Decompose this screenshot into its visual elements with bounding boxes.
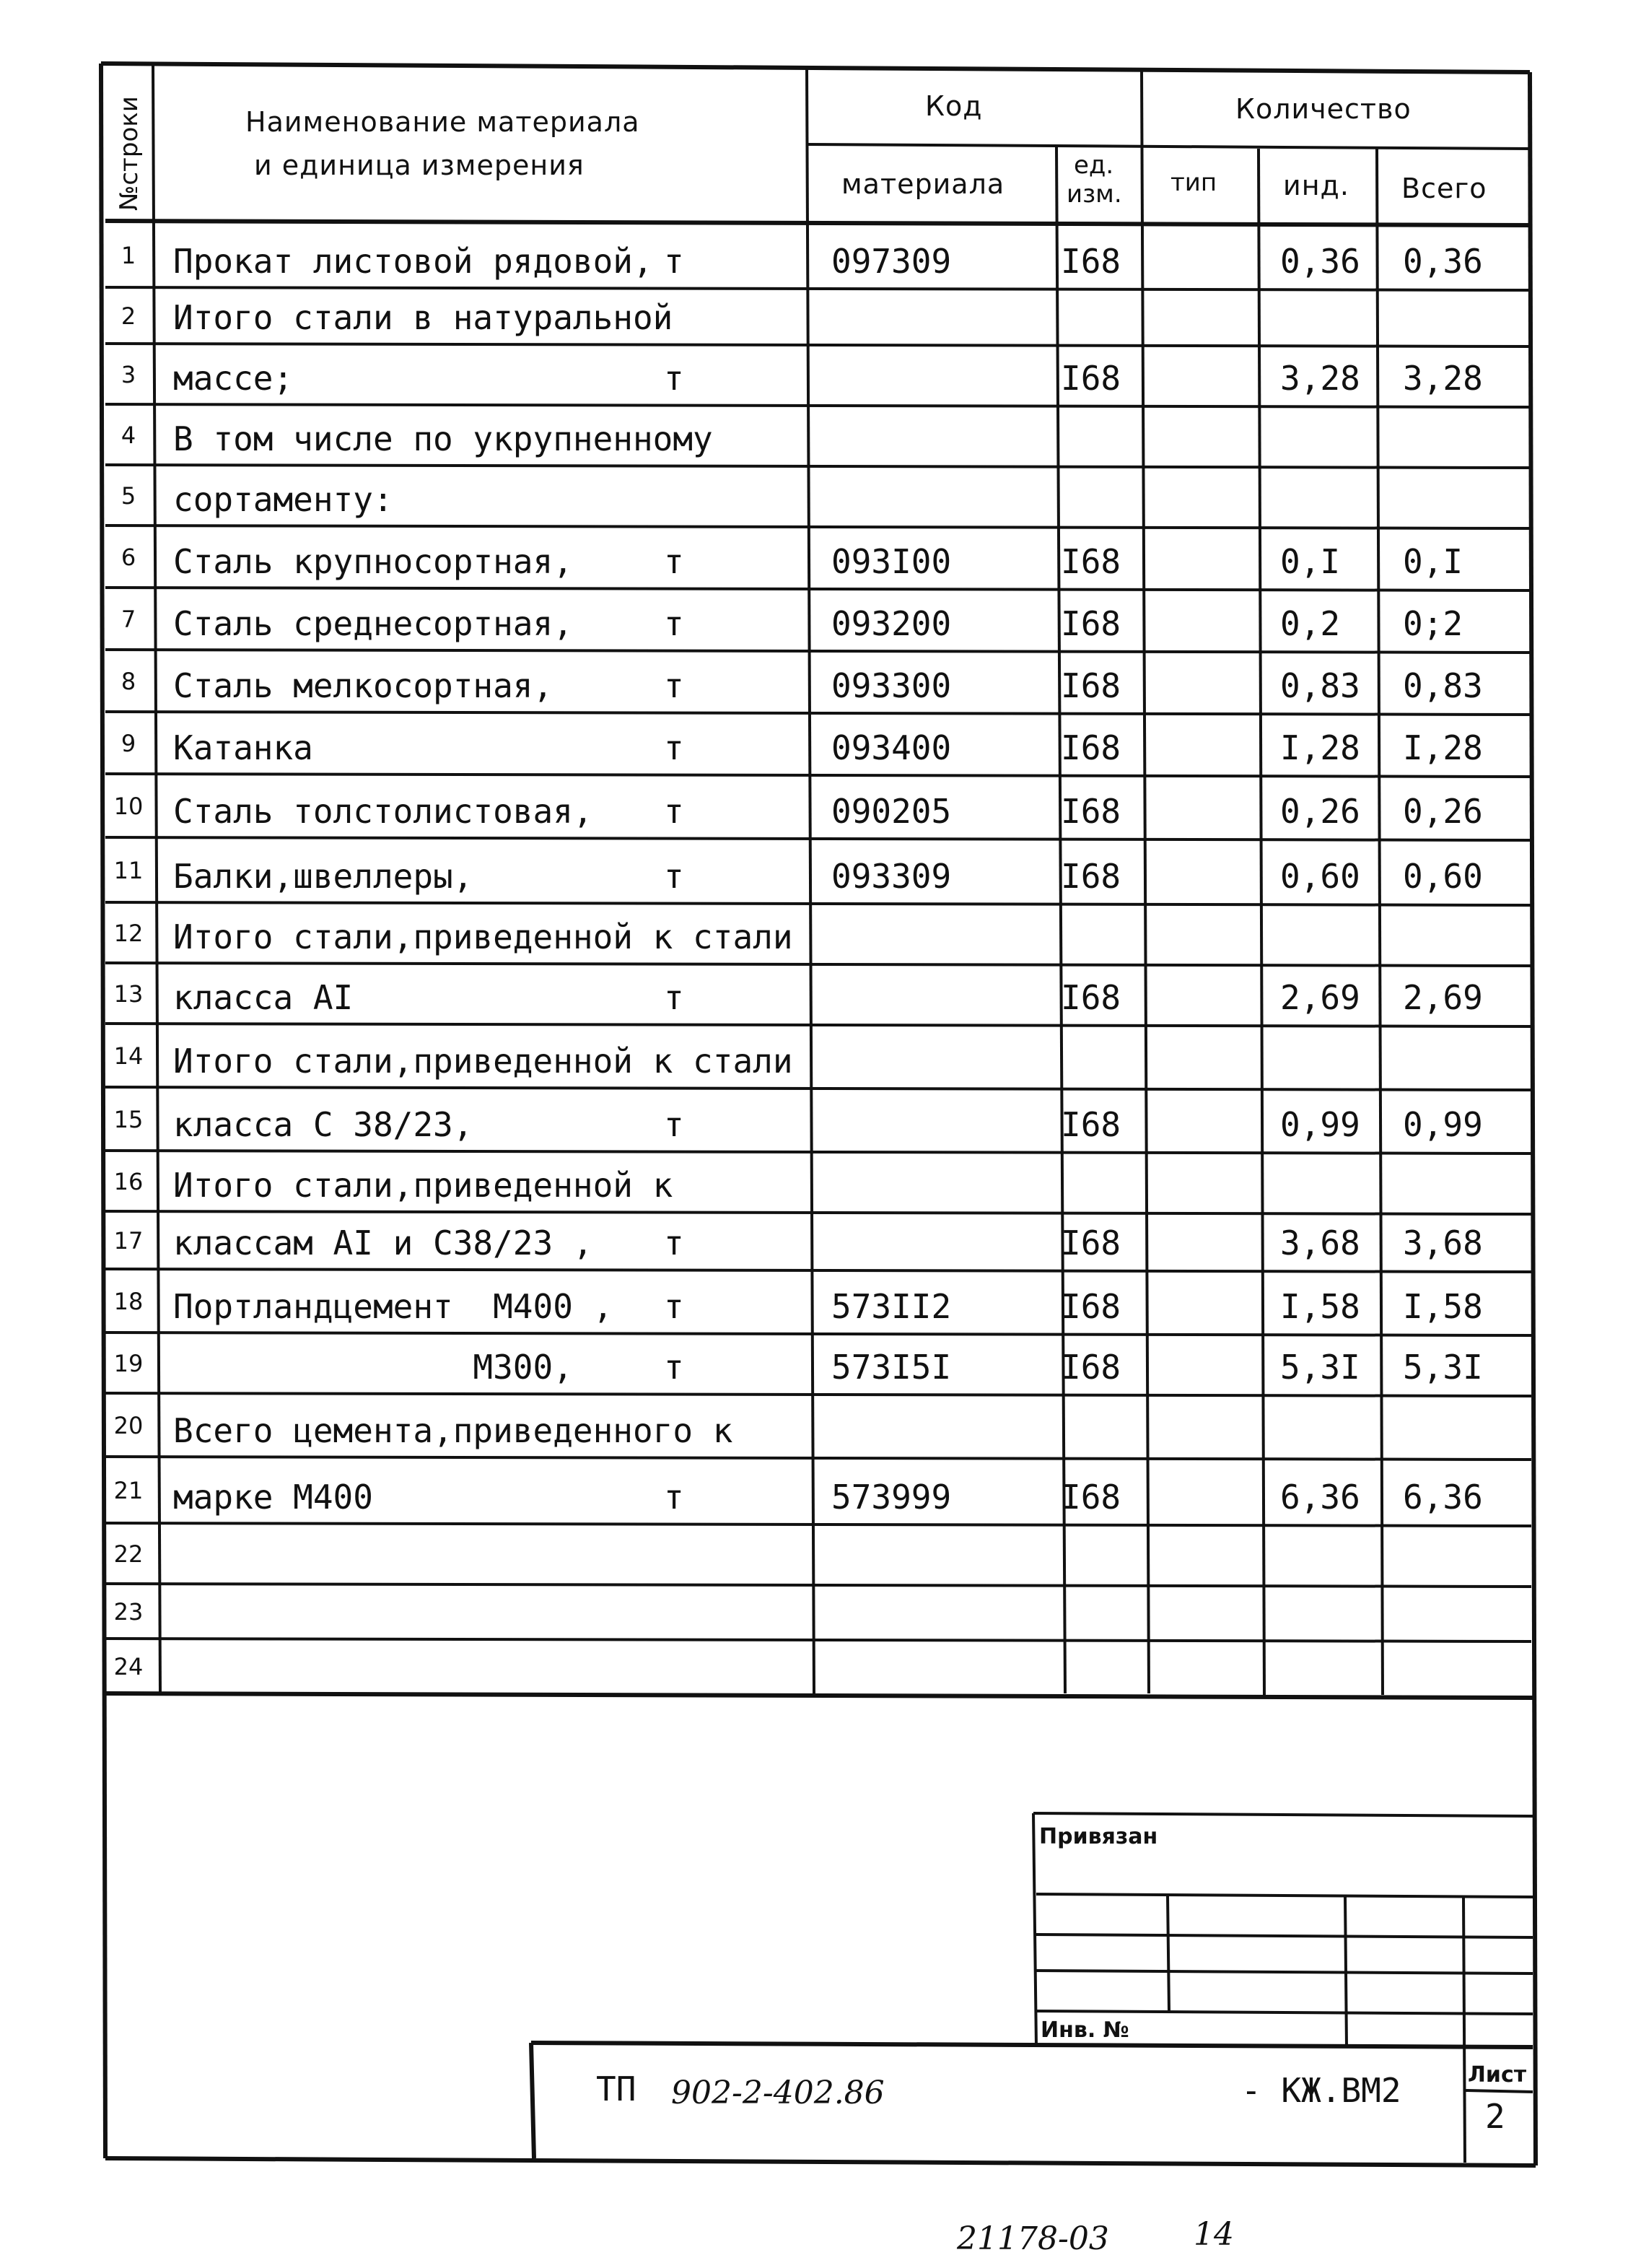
row-qty-ind: 2,69 — [1280, 978, 1360, 1017]
row-unit: т — [664, 857, 684, 896]
row-qty-ind: 0,99 — [1280, 1105, 1360, 1144]
row-number: 9 — [121, 730, 136, 757]
header-code-group: Код — [925, 90, 983, 122]
row-qty-total: I,28 — [1403, 728, 1483, 767]
row-number: 18 — [113, 1288, 144, 1315]
stamp-line-1 — [1036, 1894, 1533, 1897]
row-number: 11 — [113, 857, 144, 884]
stamp-doc-suffix: - КЖ.ВМ2 — [1241, 2071, 1401, 2110]
row-number: 17 — [113, 1227, 144, 1255]
row-qty-total: I,58 — [1403, 1287, 1483, 1326]
stamp-line-3 — [1036, 1971, 1533, 1973]
row-number: 8 — [121, 668, 136, 695]
row-number: 21 — [113, 1477, 144, 1504]
row-qty-ind: 0,36 — [1280, 242, 1360, 281]
row-unit: т — [664, 666, 684, 705]
row-material-code: 573999 — [831, 1478, 952, 1517]
row-number: 23 — [113, 1598, 144, 1626]
row-name: М300, — [173, 1348, 573, 1387]
row-qty-total: 0,I — [1403, 542, 1463, 581]
stamp-col-1 — [1168, 1896, 1169, 2011]
row-separator — [105, 774, 1531, 777]
stamp-left-line — [1033, 1813, 1036, 2047]
row-qty-ind: 3,68 — [1280, 1224, 1360, 1262]
row-name: Итого стали,приведенной к стали — [173, 1042, 793, 1081]
row-unit: т — [664, 359, 684, 398]
row-unit-code: I68 — [1061, 359, 1121, 398]
row-material-code: 090205 — [831, 792, 952, 831]
row-separator — [105, 712, 1531, 715]
title-block — [531, 1813, 1533, 2163]
frame-bottom — [105, 2158, 1536, 2165]
row-separator — [105, 1333, 1531, 1335]
frame-left — [101, 64, 105, 2158]
stamp-doc-prefix: ТП — [596, 2069, 636, 2108]
row-number: 22 — [113, 1540, 144, 1568]
frame-top — [101, 64, 1530, 72]
col-line-name — [807, 68, 814, 1693]
row-unit-code: I68 — [1061, 1287, 1121, 1326]
row-material-code: 093300 — [831, 666, 952, 705]
stamp-line-2 — [1036, 1935, 1533, 1937]
stamp-doc-number: 902-2-402.86 — [671, 2075, 885, 2111]
row-name: Прокат листовой рядовой, — [173, 242, 653, 281]
row-unit-code: I68 — [1061, 1478, 1121, 1517]
row-unit-code: I68 — [1061, 1224, 1121, 1262]
row-name: класса С 38/23, — [173, 1105, 473, 1144]
row-name: марке М400 — [173, 1478, 373, 1517]
row-name: классам AI и С38/23 , — [173, 1224, 593, 1262]
row-unit-code: I68 — [1061, 604, 1121, 643]
row-qty-total: 3,28 — [1403, 359, 1483, 398]
row-name: Балки,швеллеры, — [173, 857, 473, 896]
row-material-code: 097309 — [831, 242, 952, 281]
row-qty-total: 2,69 — [1403, 978, 1483, 1017]
frame-right — [1530, 72, 1536, 2165]
row-separator — [105, 1393, 1531, 1396]
row-qty-total: 0,36 — [1403, 242, 1483, 281]
stamp-col-3 — [1463, 1897, 1465, 2163]
col-line-unit — [1142, 69, 1149, 1693]
row-unit-code: I68 — [1061, 857, 1121, 896]
row-qty-ind: 3,28 — [1280, 359, 1360, 398]
row-separator — [105, 963, 1531, 966]
row-separator — [105, 1639, 1531, 1641]
stamp-main-top-line — [531, 2043, 1533, 2047]
row-qty-ind: 0,26 — [1280, 792, 1360, 831]
header-name-line2: и единица измерения — [254, 149, 585, 181]
row-name: Всего цемента,приведенного к — [173, 1411, 733, 1450]
header-qty-total: Всего — [1401, 173, 1487, 204]
row-number: 12 — [113, 920, 144, 947]
header-qty-type: тип — [1170, 168, 1217, 197]
row-unit: т — [664, 978, 684, 1017]
row-number: 7 — [121, 606, 136, 633]
row-separator — [105, 1211, 1531, 1214]
row-unit: т — [664, 1224, 684, 1262]
row-separator — [105, 404, 1531, 407]
row-name: массе; — [173, 359, 294, 398]
row-number: 19 — [113, 1350, 144, 1377]
header-qty-ind: инд. — [1283, 170, 1349, 201]
row-qty-total: 0,83 — [1403, 666, 1483, 705]
row-qty-ind: 0,2 — [1280, 604, 1341, 643]
row-name: сортаменту: — [173, 480, 393, 519]
stamp-col-2 — [1345, 1896, 1347, 2047]
row-name: Итого стали,приведенной к — [173, 1166, 673, 1205]
row-qty-total: 0,26 — [1403, 792, 1483, 831]
stamp-sheet-label: Лист — [1468, 2062, 1527, 2088]
row-unit: т — [664, 792, 684, 831]
row-separator — [105, 344, 1531, 346]
stamp-main-left-line — [531, 2043, 534, 2158]
row-name: Итого стали,приведенной к стали — [173, 917, 793, 956]
header-code-unit-1: ед. — [1074, 151, 1114, 180]
stamp-sheet-divider — [1465, 2090, 1533, 2092]
row-qty-ind: I,58 — [1280, 1287, 1360, 1326]
row-unit: т — [664, 1348, 684, 1387]
row-unit-code: I68 — [1061, 1348, 1121, 1387]
stamp-sheet-number: 2 — [1485, 2097, 1505, 2136]
row-number: 24 — [113, 1653, 144, 1680]
col-line-ind — [1377, 149, 1383, 1695]
row-number: 2 — [121, 302, 136, 330]
row-unit: т — [664, 1478, 684, 1517]
row-separator — [105, 1584, 1531, 1587]
row-name: Сталь среднесортная, — [173, 604, 573, 643]
row-name: Сталь крупносортная, — [173, 542, 573, 581]
row-number: 4 — [121, 422, 136, 449]
row-name: Сталь мелкосортная, — [173, 666, 553, 705]
stamp-top-line — [1033, 1813, 1533, 1816]
row-qty-total: 0,60 — [1403, 857, 1483, 896]
row-name: Итого стали в натуральной — [173, 298, 673, 337]
row-qty-ind: 0,I — [1280, 542, 1341, 581]
row-separator — [105, 588, 1531, 590]
header-code-unit-2: изм. — [1067, 180, 1122, 209]
footer-page-number: 14 — [1194, 2216, 1234, 2253]
header-bottom-line — [105, 221, 1531, 225]
row-qty-ind: 6,36 — [1280, 1478, 1360, 1517]
header-mid-line — [807, 144, 1531, 149]
row-material-code: 093200 — [831, 604, 952, 643]
row-unit: т — [664, 1287, 684, 1326]
table-bottom-line — [105, 1693, 1533, 1698]
row-separator — [105, 465, 1531, 468]
row-unit-code: I68 — [1061, 1105, 1121, 1144]
row-number: 1 — [121, 242, 136, 269]
row-separator — [105, 1024, 1531, 1026]
stamp-inv-label: Инв. № — [1041, 2018, 1129, 2043]
row-qty-total: 0;2 — [1403, 604, 1463, 643]
row-unit: т — [664, 604, 684, 643]
col-line-type — [1259, 149, 1264, 1695]
row-separator — [105, 1523, 1531, 1526]
row-number: 6 — [121, 544, 136, 571]
row-qty-ind: 5,3I — [1280, 1348, 1360, 1387]
header-row-no: №строки — [115, 96, 144, 211]
header-name-line1: Наименование материала — [245, 106, 640, 138]
row-qty-ind: 0,83 — [1280, 666, 1360, 705]
row-number: 20 — [113, 1412, 144, 1439]
row-name: Портландцемент М400 , — [173, 1287, 613, 1326]
row-separator — [105, 525, 1531, 528]
row-name: В том числе по укрупненному — [173, 419, 713, 458]
row-separator — [105, 1151, 1531, 1153]
stamp-line-4 — [1036, 2011, 1533, 2014]
row-name: класса AI — [173, 978, 354, 1017]
row-material-code: 573II2 — [831, 1287, 952, 1326]
stamp-attached-label: Привязан — [1039, 1824, 1158, 1849]
row-number: 15 — [113, 1106, 144, 1133]
row-unit: т — [664, 242, 684, 281]
row-number: 16 — [113, 1168, 144, 1195]
row-qty-ind: I,28 — [1280, 728, 1360, 767]
row-qty-total: 0,99 — [1403, 1105, 1483, 1144]
row-separator — [105, 1457, 1531, 1460]
row-number: 13 — [113, 980, 144, 1008]
row-number: 10 — [113, 793, 144, 820]
header-qty-group: Количество — [1235, 93, 1412, 125]
row-unit-code: I68 — [1061, 792, 1121, 831]
row-unit: т — [664, 542, 684, 581]
row-number: 3 — [121, 361, 136, 388]
row-number: 5 — [121, 482, 136, 510]
header-code-material: материала — [841, 168, 1005, 200]
row-unit-code: I68 — [1061, 728, 1121, 767]
row-material-code: 573I5I — [831, 1348, 952, 1387]
row-qty-ind: 0,60 — [1280, 857, 1360, 896]
row-unit-code: I68 — [1061, 542, 1121, 581]
row-unit-code: I68 — [1061, 978, 1121, 1017]
row-qty-total: 3,68 — [1403, 1224, 1483, 1262]
row-unit: т — [664, 1105, 684, 1144]
row-unit-code: I68 — [1061, 666, 1121, 705]
row-separator — [105, 650, 1531, 653]
row-name: Катанка — [173, 728, 313, 767]
row-separator — [105, 902, 1531, 905]
row-name: Сталь толстолистовая, — [173, 792, 593, 831]
row-unit-code: I68 — [1061, 242, 1121, 281]
row-qty-total: 6,36 — [1403, 1478, 1483, 1517]
row-separator — [105, 837, 1531, 840]
material-table-body — [105, 242, 1531, 1680]
footer-archive-number: 21178-03 — [957, 2220, 1109, 2257]
row-separator — [105, 287, 1531, 290]
col-line-rownum — [153, 65, 160, 1693]
row-material-code: 093309 — [831, 857, 952, 896]
row-material-code: 093I00 — [831, 542, 952, 581]
row-number: 14 — [113, 1042, 144, 1070]
row-separator — [105, 1087, 1531, 1090]
row-unit: т — [664, 728, 684, 767]
row-material-code: 093400 — [831, 728, 952, 767]
row-separator — [105, 1269, 1531, 1272]
row-qty-total: 5,3I — [1403, 1348, 1483, 1387]
